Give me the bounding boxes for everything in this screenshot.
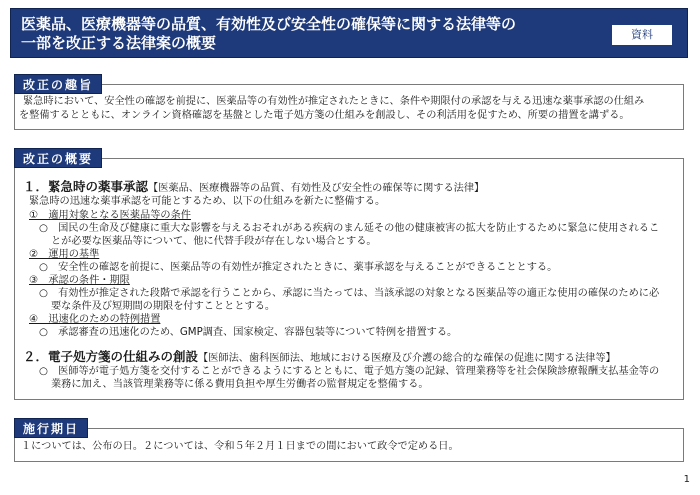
effective-text: １については、公布の日。２については、令和５年２月１日までの間において政令で定める日。 bbox=[21, 441, 459, 452]
item1-sub3-line1: ○ 有効性が推定された段階で承認を行うことから、承認に当たっては、当該承認の対象となる医薬品等の適正な使用の確保のために必 bbox=[39, 288, 660, 299]
item1-sub3-title: ③ 承認の条件・期限 bbox=[29, 275, 130, 286]
effective-section-label: 施行期日 bbox=[14, 418, 88, 438]
document-badge: 資料 bbox=[611, 24, 673, 46]
item1-sub2-title: ② 運用の基準 bbox=[29, 249, 100, 260]
item1-sub4-title: ④ 迅速化のための特例措置 bbox=[29, 314, 161, 325]
item1-sub4-line1: ○ 承認審査の迅速化のため、GMP調査、国家検定、容器包装等について特例を措置する。 bbox=[39, 327, 458, 338]
item2-law: 【医師法、歯科医師法、地域における医療及び介護の総合的な確保の促進に関する法律等】 bbox=[198, 353, 616, 364]
page-number: 1 bbox=[683, 474, 690, 485]
item1-sub1-line1: ○ 国民の生命及び健康に重大な影響を与えるおそれがある疾病のまん延その他の健康被害の拡大を防止するために緊急に使用されるこ bbox=[39, 223, 660, 234]
item1-law: 【医薬品、医療機器等の品質、有効性及び安全性の確保等に関する法律】 bbox=[148, 183, 485, 194]
item1-sub2-line1: ○ 安全性の確認を前提に、医薬品等の有効性が推定されたときに、薬事承認を与えることができることとする。 bbox=[39, 262, 558, 273]
page-title bbox=[21, 15, 516, 53]
purpose-section-label: 改正の趣旨 bbox=[14, 74, 102, 94]
item1-sub3-line2: 要な条件及び短期間の期限を付すことととする。 bbox=[51, 301, 276, 312]
title-line-1: 医薬品、医療機器等の品質、有効性及び安全性の確保等に関する法律等の bbox=[21, 15, 517, 33]
item1-intro: 緊急時の迅速な薬事承認を可能とするため、以下の仕組みを新たに整備する。 bbox=[29, 196, 386, 207]
overview-box bbox=[14, 158, 684, 400]
item2-line1: ○ 医師等が電子処方箋を交付することができるようにするとともに、電子処方箋の記録、管理業務等を社会保険診療報酬支払基金等の bbox=[39, 366, 660, 377]
title-line-2: 一部を改正する法律案の概要 bbox=[21, 34, 217, 52]
item1-sub1-line2: とが必要な医薬品等について、他に代替手段が存在しない場合とする。 bbox=[51, 236, 377, 247]
item2-line2: 業務に加え、当該管理業務等に係る費用負担や厚生労働者の監督規定を整備する。 bbox=[51, 379, 429, 390]
overview-section-label: 改正の概要 bbox=[14, 148, 102, 168]
effective-box bbox=[14, 428, 684, 462]
item1-sub1-title: ① 適用対象となる医薬品等の条件 bbox=[29, 210, 191, 221]
purpose-box bbox=[14, 84, 684, 130]
item2-heading bbox=[23, 349, 616, 366]
purpose-text-line-1: 緊急時において、安全性の確認を前提に、医薬品等の有効性が推定されたときに、条件や期限付の承認を与える迅速な薬事承認の仕組み bbox=[23, 96, 645, 107]
purpose-text-line-2: を整備するとともに、オンライン資格確認を基盤とした電子処方箋の仕組みを創設し、その利活用を促すため、所要の措置を講ずる。 bbox=[19, 110, 630, 121]
item1-heading bbox=[23, 179, 484, 196]
title-banner bbox=[10, 8, 688, 58]
item1-heading-text: １．緊急時の薬事承認 bbox=[23, 179, 149, 194]
item2-heading-text: ２．電子処方箋の仕組みの創設 bbox=[23, 349, 199, 364]
